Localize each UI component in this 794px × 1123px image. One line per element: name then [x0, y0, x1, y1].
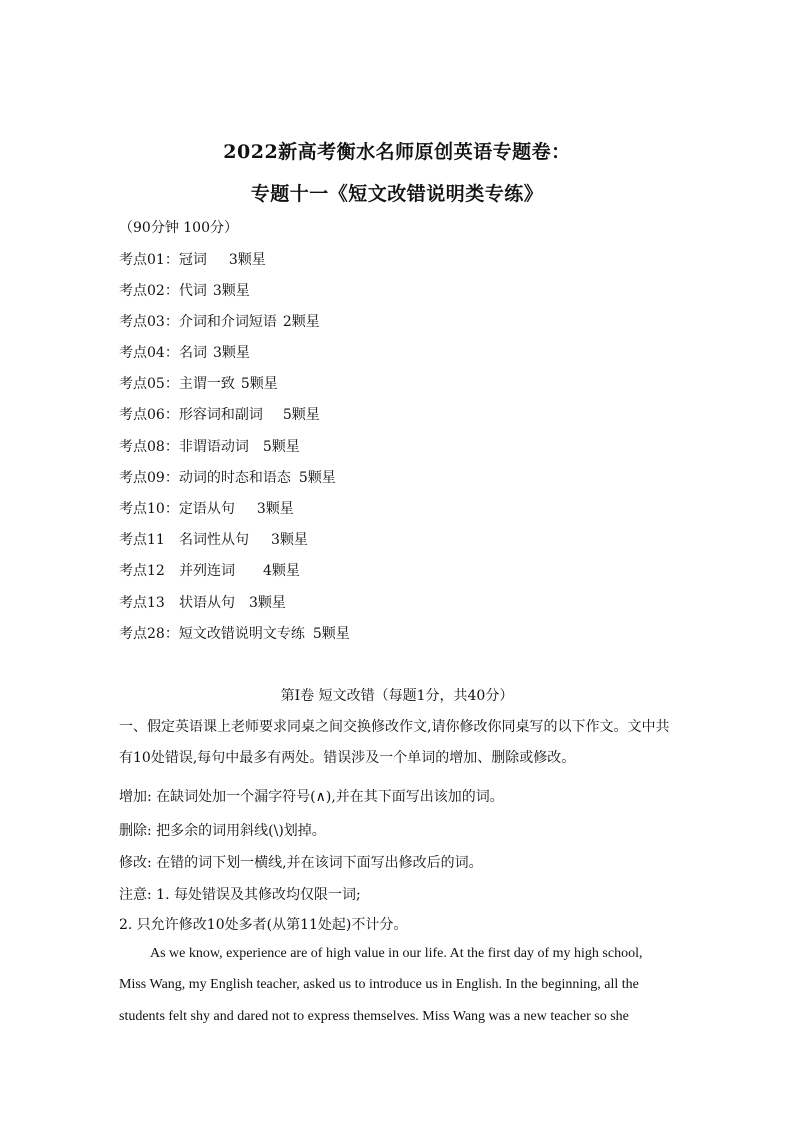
kaodian-label: 考点08：	[119, 439, 179, 455]
kaodian-item	[119, 623, 350, 643]
kaodian-stars: 3颗星	[228, 252, 266, 268]
kaodian-stars: 3颗星	[249, 595, 286, 611]
kaodian-topic: 非谓语动词	[178, 439, 249, 455]
time-score: （90分钟 100分）	[119, 220, 238, 236]
kaodian-item	[119, 342, 250, 362]
section-heading: 第I卷 短文改错（每题1分，共40分）	[280, 688, 514, 704]
kaodian-topic: 代词	[178, 283, 207, 299]
kaodian-stars: 5颗星	[312, 626, 350, 642]
note-2: 2. 只允许修改10处多者(从第11处起)不计分。	[119, 917, 408, 933]
kaodian-item	[119, 592, 286, 612]
kaodian-topic: 冠词	[178, 252, 207, 268]
kaodian-topic: 介词和介词短语	[178, 314, 277, 330]
kaodian-item	[119, 529, 308, 549]
kaodian-stars: 5颗星	[240, 376, 278, 392]
kaodian-stars: 5颗星	[262, 439, 300, 455]
kaodian-label: 考点09：	[119, 470, 179, 486]
kaodian-stars: 4颗星	[263, 563, 300, 579]
kaodian-stars: 3颗星	[212, 283, 250, 299]
kaodian-label: 考点10：	[119, 501, 179, 517]
kaodian-stars: 2颗星	[282, 314, 320, 330]
add-rule: 增加: 在缺词处加一个漏字符号(∧),并在其下面写出该加的词。	[119, 789, 504, 805]
delete-rule: 删除: 把多余的词用斜线(\)划掉。	[119, 823, 326, 839]
kaodian-stars: 3颗星	[256, 501, 294, 517]
kaodian-item	[119, 560, 300, 580]
kaodian-label: 考点03：	[119, 314, 179, 330]
kaodian-topic: 名词	[179, 345, 207, 361]
kaodian-item	[119, 498, 294, 518]
kaodian-topic: 短文改错说明文专练	[178, 626, 305, 642]
kaodian-label: 考点05：	[119, 376, 179, 392]
kaodian-topic: 主谓一致	[178, 376, 235, 392]
kaodian-topic: 动词的时态和语态	[178, 470, 291, 486]
title-line-2: 专题十一《短文改错说明类专练》	[250, 183, 544, 205]
kaodian-label: 考点04：	[119, 345, 179, 361]
kaodian-topic: 定语从句	[178, 501, 235, 517]
kaodian-label: 考点12	[119, 563, 165, 579]
kaodian-stars: 3颗星	[213, 345, 250, 361]
passage-line-2: Miss Wang, my English teacher, asked us to introduce us in English. In the beginning, all the	[119, 977, 639, 992]
kaodian-item	[119, 311, 320, 331]
kaodian-stars: 3颗星	[271, 532, 308, 548]
passage-line-3: students felt shy and dared not to express themselves. Miss Wang was a new teacher so she	[119, 1009, 629, 1024]
kaodian-item	[119, 249, 266, 269]
kaodian-label: 考点06：	[119, 407, 179, 423]
kaodian-topic: 名词性从句	[179, 532, 249, 548]
kaodian-label: 考点11	[119, 532, 165, 548]
modify-rule: 修改: 在错的词下划一横线,并在该词下面写出修改后的词。	[119, 855, 483, 871]
kaodian-label: 考点01：	[119, 252, 179, 268]
kaodian-stars: 5颗星	[298, 470, 336, 486]
kaodian-topic: 状语从句	[179, 595, 235, 611]
kaodian-item	[119, 467, 336, 487]
kaodian-item	[119, 436, 300, 456]
kaodian-stars: 5颗星	[282, 407, 320, 423]
kaodian-item	[119, 373, 278, 393]
note-1: 注意: 1. 每处错误及其修改均仅限一词;	[119, 887, 361, 903]
title-line-1: 2022新高考衡水名师原创英语专题卷：	[223, 141, 571, 163]
kaodian-topic: 形容词和副词	[178, 407, 263, 423]
instruction-line-2: 有10处错误,每句中最多有两处。错误涉及一个单词的增加、删除或修改。	[119, 750, 576, 766]
kaodian-label: 考点13	[119, 595, 165, 611]
instruction-line-1: 一、假定英语课上老师要求同桌之间交换修改作文,请你修改你同桌写的以下作文。文中共	[119, 719, 670, 735]
kaodian-topic: 并列连词	[179, 563, 235, 579]
passage-line-1: As we know, experience are of high value in our life. At the first day of my high school,	[150, 946, 643, 961]
kaodian-label: 考点02：	[119, 283, 179, 299]
kaodian-item	[119, 404, 320, 424]
kaodian-item	[119, 280, 250, 300]
kaodian-label: 考点28：	[119, 626, 179, 642]
